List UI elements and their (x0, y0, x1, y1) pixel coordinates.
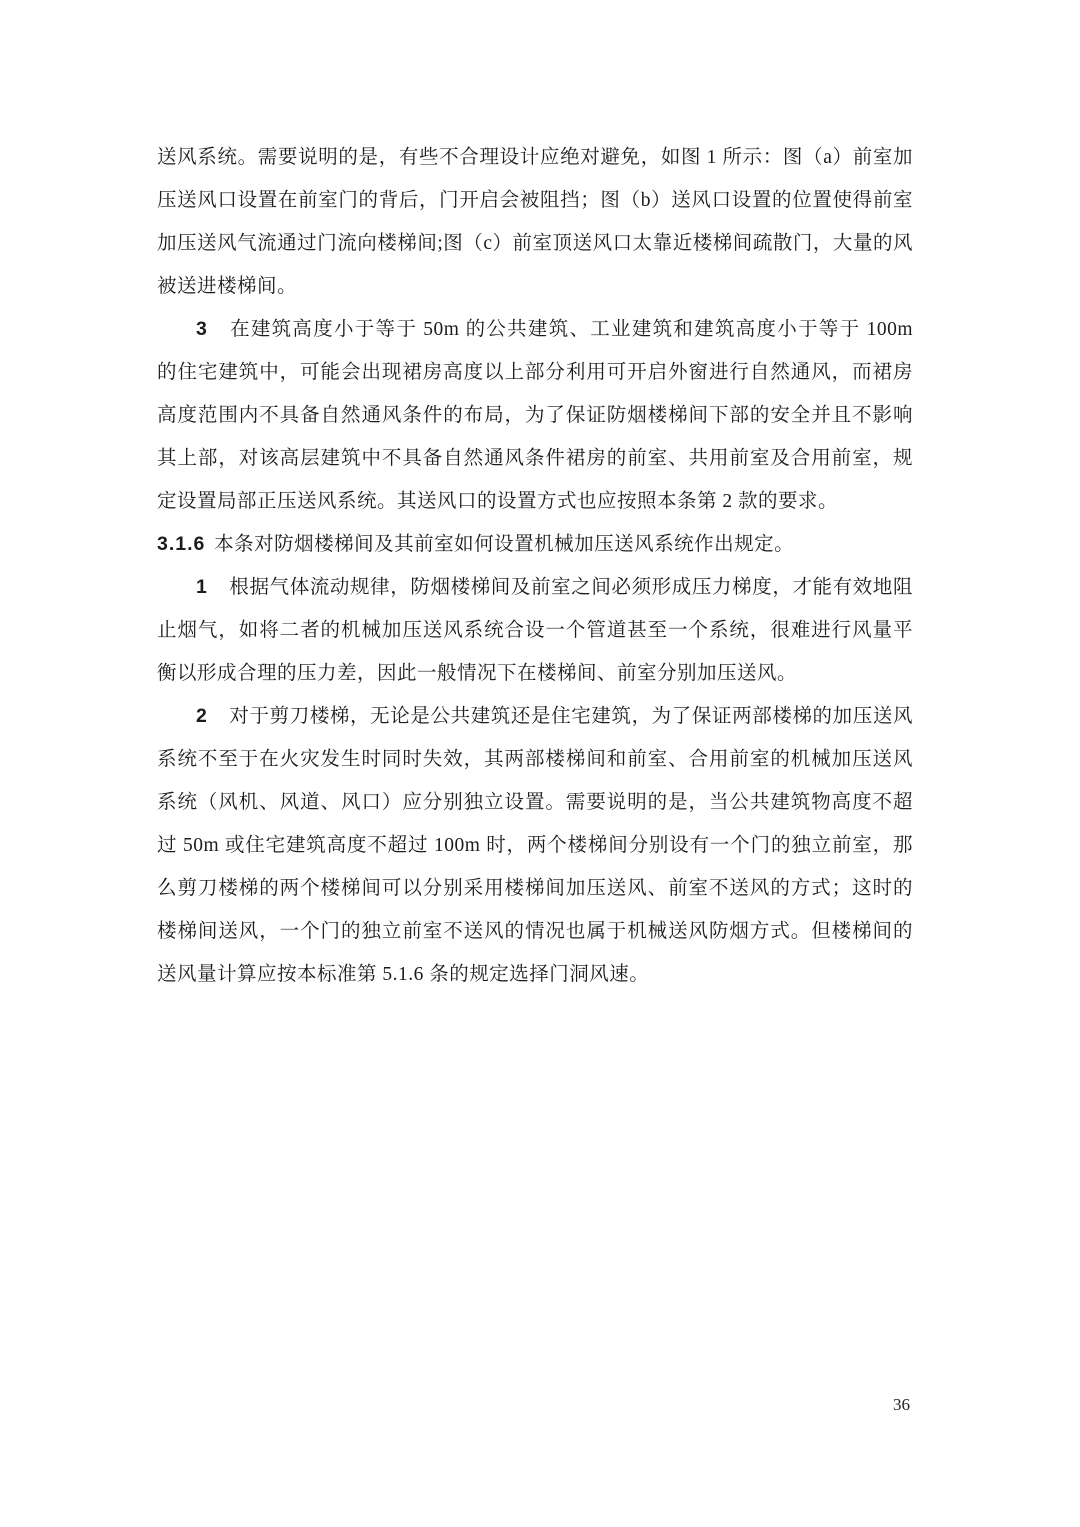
paragraph-continuation (157, 136, 913, 308)
paragraph-number: 3 (196, 318, 207, 340)
paragraph-item-1 (157, 566, 913, 695)
paragraph-text: 在建筑高度小于等于 50m 的公共建筑、工业建筑和建筑高度小于等于 100m 的住宅建筑中，可能会出现裙房高度以上部分利用可开启外窗进行自然通风，而裙房高度范围内不具备自然通风条件的布局，为了保证防烟楼梯间下部的安全并且不影响其上部，对该高层建筑中不具备自然通风条件裙房的前室、共用前室及合用前室，规定设置局部正压送风系统。其送风口的设置方式也应按照本条第 2 款的要求。 (157, 319, 913, 512)
paragraph-item-2 (157, 695, 913, 996)
page-number: 36 (893, 1395, 910, 1414)
paragraph-number: 2 (196, 705, 207, 727)
paragraph-text: 送风系统。需要说明的是，有些不合理设计应绝对避免，如图 1 所示：图（a）前室加压送风口设置在前室门的背后，门开启会被阻挡；图（b）送风口设置的位置使得前室加压送风气流通过门流向楼梯间;图（c）前室顶送风口太靠近楼梯间疏散门，大量的风被送进楼梯间。 (157, 147, 913, 297)
paragraph-section-3-1-6 (157, 523, 913, 566)
section-number: 3.1.6 (157, 533, 206, 555)
page-body (157, 136, 913, 996)
paragraph-text: 本条对防烟楼梯间及其前室如何设置机械加压送风系统作出规定。 (214, 534, 795, 555)
paragraph-text: 对于剪刀楼梯，无论是公共建筑还是住宅建筑，为了保证两部楼梯的加压送风系统不至于在火灾发生时同时失效，其两部楼梯间和前室、合用前室的机械加压送风系统（风机、风道、风口）应分别独立设置。需要说明的是，当公共建筑物高度不超过 50m 或住宅建筑高度不超过 100m 时，两个楼梯间分别设有一个门的独立前室，那么剪刀楼梯的两个楼梯间可以分别采用楼梯间加压送风、前室不送风的方式；这时的楼梯间送风，一个门的独立前室不送风的情况也属于机械送风防烟方式。但楼梯间的送风量计算应按本标准第 5.1.6 条的规定选择门洞风速。 (157, 706, 913, 985)
paragraph-text: 根据气体流动规律，防烟楼梯间及前室之间必须形成压力梯度，才能有效地阻止烟气，如将二者的机械加压送风系统合设一个管道甚至一个系统，很难进行风量平衡以形成合理的压力差，因此一般情况下在楼梯间、前室分别加压送风。 (157, 577, 913, 684)
paragraph-number: 1 (196, 576, 207, 598)
paragraph-item-3 (157, 308, 913, 523)
